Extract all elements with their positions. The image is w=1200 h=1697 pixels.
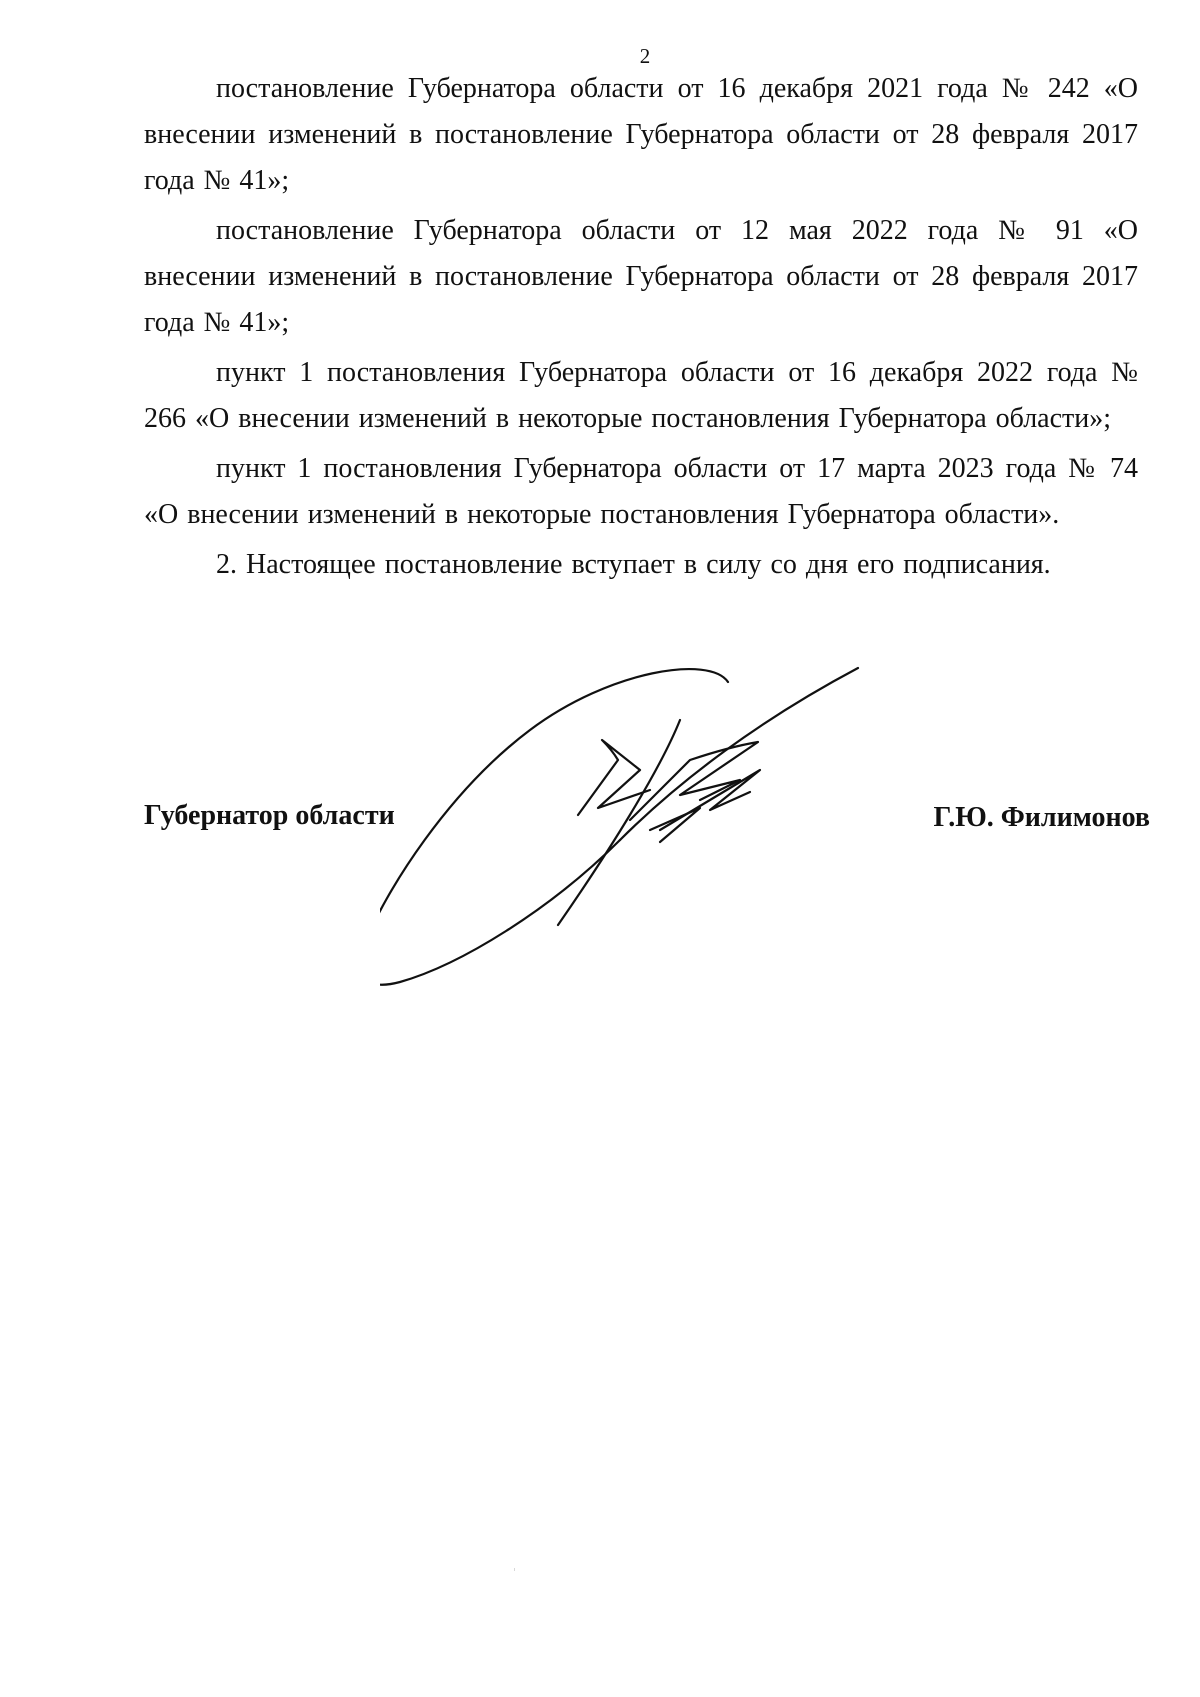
paragraph-effective-date: 2. Настоящее постановление вступает в силу со дня его подписания.: [216, 549, 1051, 580]
page-number: 2: [639, 44, 651, 68]
paragraph-repeal-item-1: постановление Губернатора области от 16 декабря 2021 года № 242 «О внесении изменений в постановление Губернатора области от 28 февраля 2017 года № 41»;: [144, 73, 1138, 196]
scan-artifact-mark: [514, 1568, 515, 1571]
signature-block: [144, 800, 1150, 840]
signer-name: Г.Ю. Филимонов: [933, 802, 1150, 833]
signer-position: Губернатор области: [144, 800, 395, 831]
handwritten-signature: [380, 660, 940, 1060]
paragraph-repeal-item-4: пункт 1 постановления Губернатора области от 17 марта 2023 года № 74 «О внесении изменений в некоторые постановления Губернатора области».: [144, 453, 1138, 530]
paragraph-repeal-item-2: постановление Губернатора области от 12 мая 2022 года № 91 «О внесении изменений в постановление Губернатора области от 28 февраля 2017 года № 41»;: [144, 215, 1138, 338]
paragraph-repeal-item-3: пункт 1 постановления Губернатора области от 16 декабря 2022 года № 266 «О внесении изменений в некоторые постановления Губернатора области»;: [144, 357, 1138, 434]
document-body: [144, 66, 1138, 592]
